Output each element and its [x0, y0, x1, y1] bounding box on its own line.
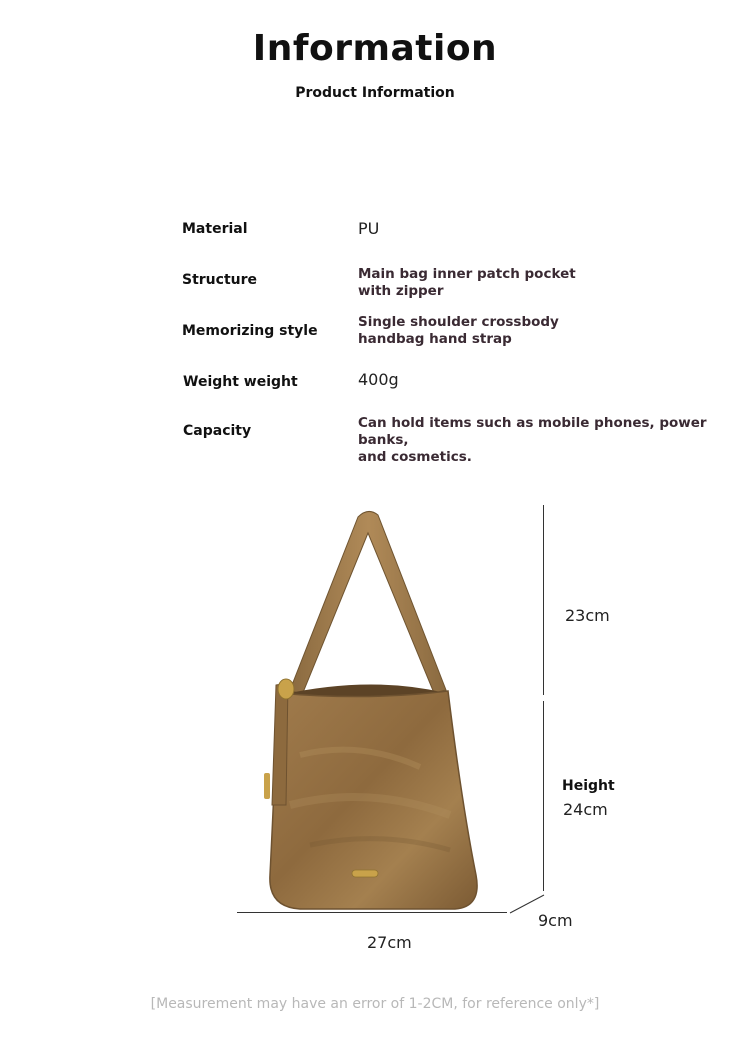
dimension-strap-height: 23cm	[565, 606, 610, 625]
dimension-line-width	[237, 912, 507, 913]
spec-value-material: PU	[358, 219, 380, 238]
dimension-body-height: 24cm	[563, 800, 608, 819]
spec-label-weight: Weight weight	[183, 374, 298, 390]
spec-value-weight: 400g	[358, 370, 399, 389]
bag-buckle	[278, 679, 294, 699]
dimension-width: 27cm	[367, 933, 412, 952]
spec-value-line: Can hold items such as mobile phones, power banks,	[358, 415, 707, 448]
shoulder-bag-illustration-icon	[250, 505, 490, 915]
page-subtitle: Product Information	[295, 85, 455, 101]
spec-value-line: handbag hand strap	[358, 331, 512, 347]
spec-label-structure: Structure	[182, 272, 258, 288]
spec-value-line: with zipper	[358, 283, 444, 299]
page-title: Information	[252, 28, 498, 69]
bag-strap	[290, 511, 446, 695]
dimension-line-strap	[543, 505, 544, 695]
spec-value-line: Single shoulder crossbody	[358, 314, 559, 330]
bag-logo-plate	[352, 870, 378, 877]
spec-value-capacity	[358, 415, 750, 466]
dimension-depth: 9cm	[538, 911, 573, 930]
spec-value-line: Main bag inner patch pocket	[358, 266, 576, 282]
spec-label-capacity: Capacity	[183, 423, 252, 439]
measurement-footnote: [Measurement may have an error of 1-2CM, for reference only*]	[150, 996, 600, 1012]
spec-value-structure	[358, 266, 576, 300]
spec-label-style: Memorizing style	[182, 323, 318, 339]
dimension-line-body	[543, 701, 544, 891]
spec-value-line: and cosmetics.	[358, 449, 472, 465]
spec-value-style	[358, 314, 559, 348]
dimension-height-label: Height	[562, 778, 615, 794]
spec-label-material: Material	[182, 221, 248, 237]
